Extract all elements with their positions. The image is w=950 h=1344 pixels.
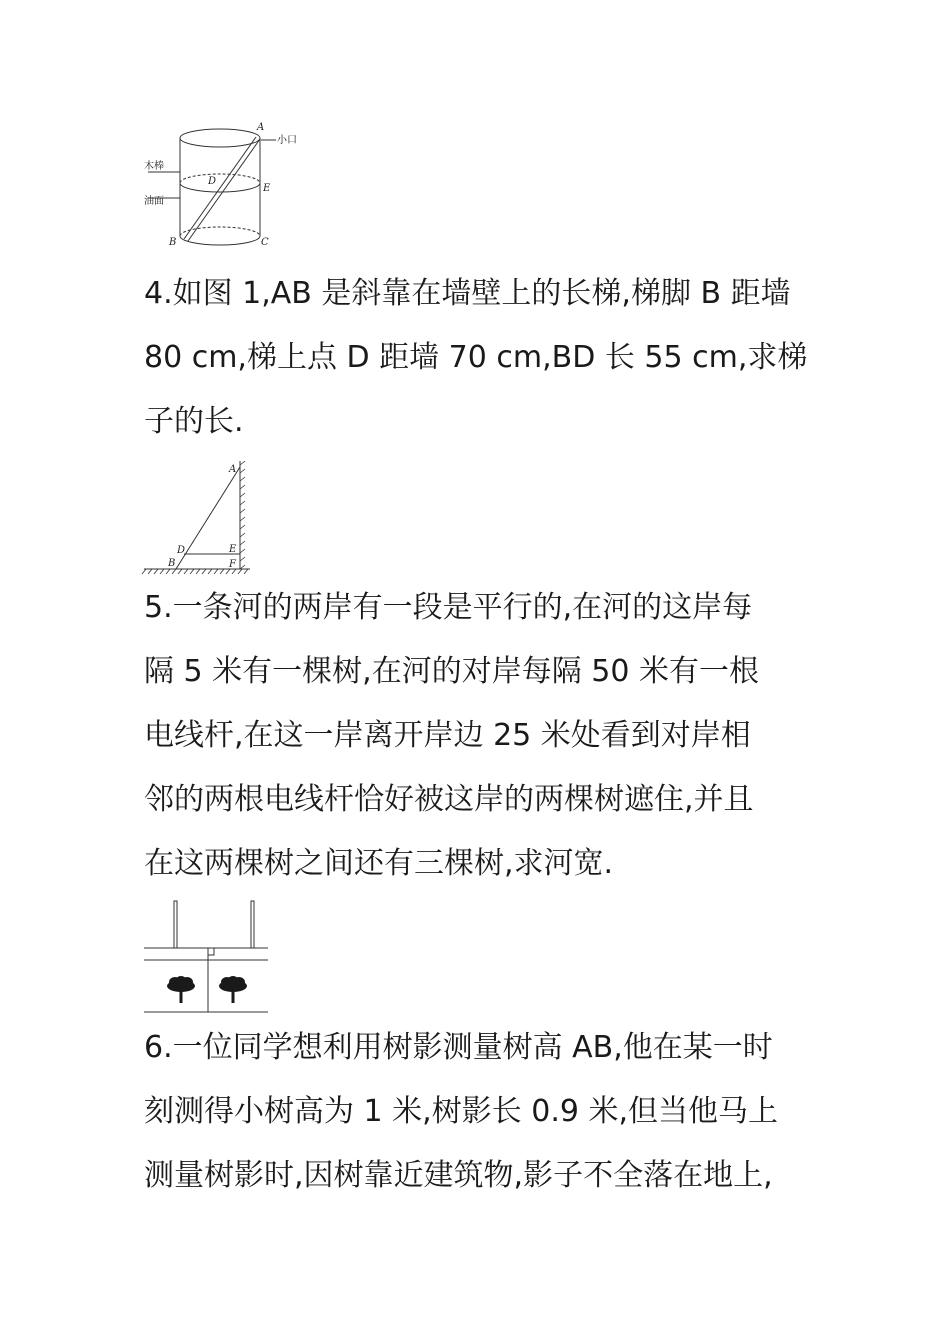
label-C: C (261, 237, 269, 248)
problem-4-line: 子的长. (144, 404, 244, 439)
problem-4-text (144, 262, 814, 454)
label-A: A (257, 122, 265, 133)
problem-5-line: 在这两棵树之间还有三棵树,求河宽. (144, 846, 614, 881)
problem-5-line: 隔 5 米有一棵树,在河的对岸每隔 50 米有一根 (144, 654, 759, 689)
label-E: E (263, 183, 271, 194)
label-B: B (169, 237, 177, 248)
label-A: A (229, 464, 237, 475)
callout-stick: 木棒 (144, 161, 164, 172)
river-figure (142, 895, 272, 1017)
ladder-figure (140, 455, 255, 580)
problem-6-line: 测量树影时,因树靠近建筑物,影子不全落在地上, (144, 1158, 773, 1193)
label-E: E (229, 544, 237, 555)
problem-5-line: 电线杆,在这一岸离开岸边 25 米处看到对岸相 (144, 718, 751, 753)
problem-5-line: 邻的两根电线杆恰好被这岸的两棵树遮住,并且 (144, 782, 754, 817)
problem-4-line: 4.如图 1,AB 是斜靠在墙壁上的长梯,梯脚 B 距墙 (144, 276, 791, 311)
problem-6-line: 6.一位同学想利用树影测量树高 AB,他在某一时 (144, 1030, 773, 1065)
label-D: D (177, 545, 186, 556)
problem-5-text (144, 576, 814, 896)
problem-6-line: 刻测得小树高为 1 米,树影长 0.9 米,但当他马上 (144, 1094, 779, 1129)
callout-small-opening: 小口 (277, 135, 297, 146)
callout-oil-surface: 油面 (144, 196, 164, 207)
label-B: B (168, 558, 176, 569)
label-F: F (229, 559, 236, 570)
problem-6-text (144, 1016, 814, 1208)
tree-icon (167, 976, 195, 1003)
label-D: D (208, 176, 217, 187)
problem-4-line: 80 cm,梯上点 D 距墙 70 cm,BD 长 55 cm,求梯 (144, 340, 808, 375)
problem-5-line: 5.一条河的两岸有一段是平行的,在河的这岸每 (144, 590, 753, 625)
cylinder-figure (140, 118, 310, 253)
tree-icon (219, 976, 247, 1003)
